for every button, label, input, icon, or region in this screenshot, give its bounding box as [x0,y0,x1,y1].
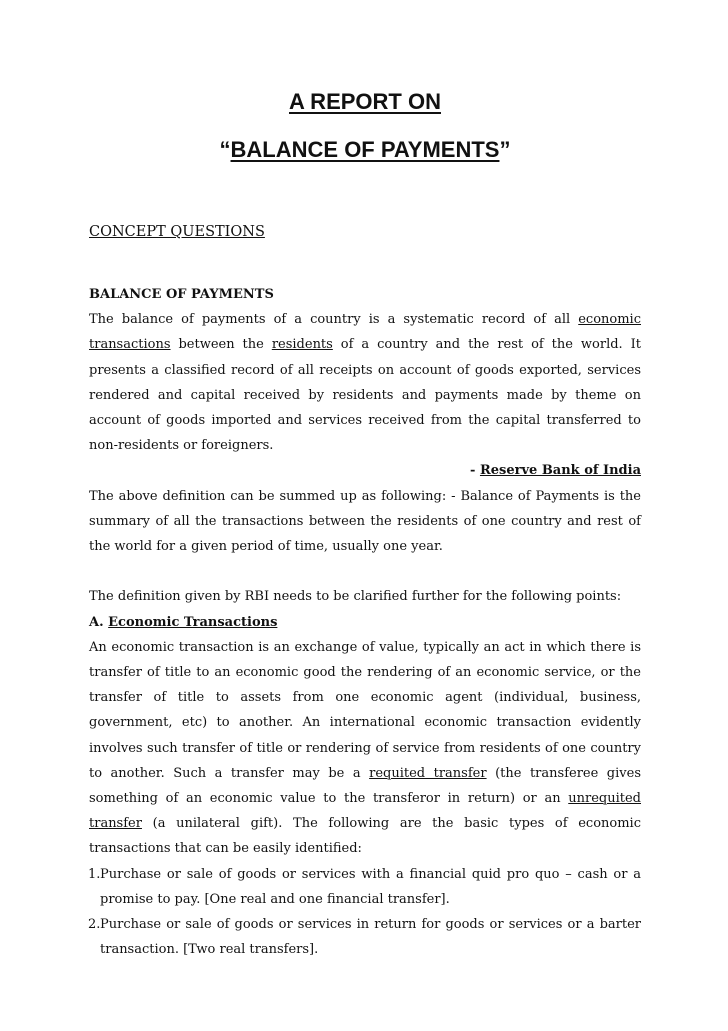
economic-transaction-paragraph [89,635,641,862]
section-a-label: A. [89,614,109,630]
concept-questions-heading: CONCEPT QUESTIONS [89,224,265,240]
report-title-line2-text: BALANCE OF PAYMENTS [230,137,500,162]
residents-link: residents [271,337,333,353]
bop-definition-paragraph [89,307,641,458]
bop-summary-paragraph: The above definition can be summed up as following: - Balance of Payments is the summary of all the transactions between the residents of one country and rest of the world for a given period of time, usually one year. [89,488,641,555]
section-a-heading [89,610,641,635]
requited-transfer-term: requited transfer [369,765,487,781]
list-item-text: Purchase or sale of goods or services in return for goods or services or a barter transaction. [Two real transfers]. [100,917,641,958]
report-title-line2 [89,136,641,164]
list-item [89,862,641,912]
report-title-line1-text: A REPORT ON [289,89,441,114]
section-a-part-c: (a unilateral gift). The following are the basic types of economic transactions that can be easily identified: [89,816,641,857]
economic-transactions-link: economic transactions [89,312,641,353]
section-a-part-a: An economic transaction is an exchange of value, typically an act in which there is transfer of title to an economic good the rendering of an economic service, or the transfer of title to assets from one economic agent (individual, business, government, etc) to another. An international economic transaction evidently involves such transfer of title or rendering of service from residents of one country to another. Such a transfer may be a [89,639,641,781]
attribution-dash: - [470,463,480,479]
rbi-clarification-paragraph: The definition given by RBI needs to be clarified further for the following points: [89,589,622,605]
section-a-part-b: (the transferee gives something of an economic value to the transferor in return) or an [89,765,641,807]
bop-p1-part-c: of a country and the rest of the world. It presents a classified record of all receipts on account of goods exported, services rendered and capital received by residents and payments made by theme on account of goods imported and services received from the capital transferred to non-residents or foreigners. [89,337,641,454]
bop-heading: BALANCE OF PAYMENTS [89,287,274,302]
report-title-line1 [89,88,641,116]
list-item-number: 1. [88,866,101,882]
section-a-title: Economic Transactions [108,614,278,630]
list-item [89,912,641,962]
list-item-text: Purchase or sale of goods or services with a financial quid pro quo – cash or a promise to pay. [One real and one financial transfer]. [100,866,641,907]
document-page [89,88,641,962]
close-quote: ” [499,137,511,162]
spacer [89,559,641,584]
open-quote: “ [219,137,231,162]
attribution-source: Reserve Bank of India [479,463,641,479]
bop-p1-part-a: The balance of payments of a country is a systematic record of all [89,312,579,328]
bop-p1-part-b: between the [170,337,272,353]
transaction-types-list [89,862,641,963]
attribution [89,458,641,483]
unrequited-transfer-term: unrequited transfer [89,791,641,832]
list-item-number: 2. [88,917,101,933]
